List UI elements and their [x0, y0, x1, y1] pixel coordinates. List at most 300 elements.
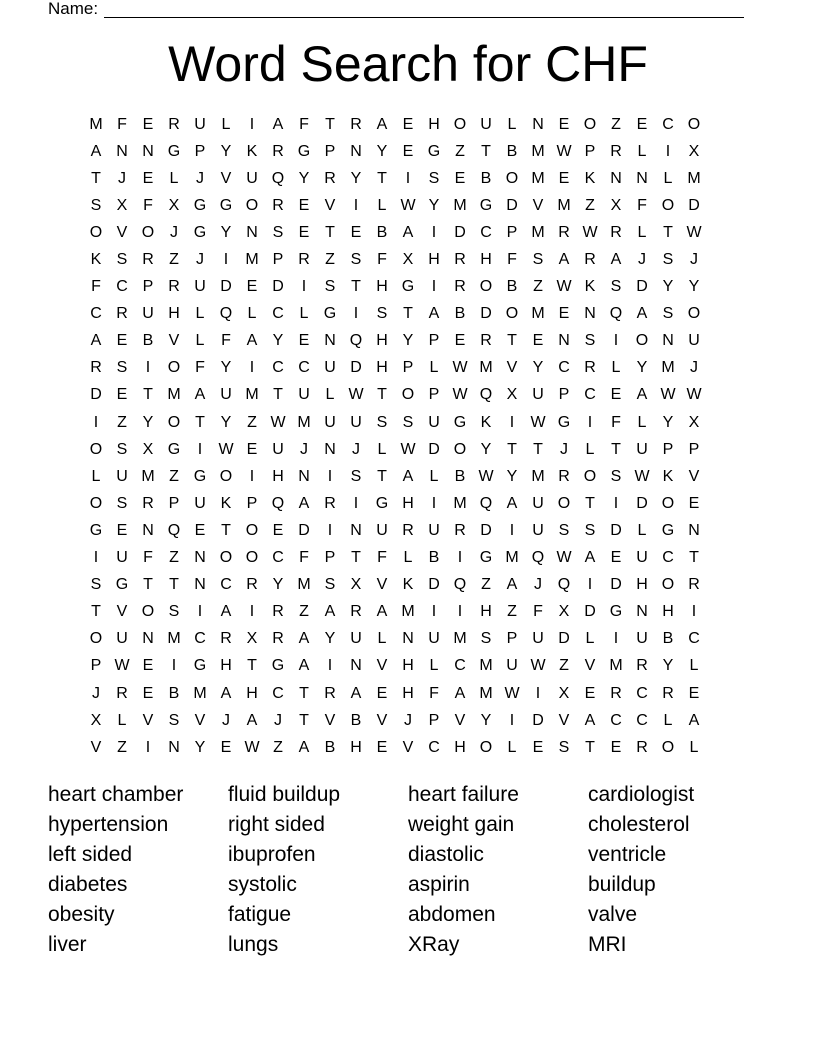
grid-letter: X [142, 440, 154, 458]
grid-letter: W [686, 223, 702, 241]
grid-letter: U [532, 630, 544, 648]
grid-letter: N [688, 521, 700, 539]
grid-letter: D [506, 196, 518, 214]
grid-letter: D [610, 576, 622, 594]
grid-letter: O [453, 440, 467, 458]
grid-letter: X [246, 630, 258, 648]
grid-letter: M [479, 359, 493, 377]
grid-letter: T [221, 521, 231, 539]
grid-letter: B [662, 630, 674, 648]
grid-letter: U [428, 630, 440, 648]
grid-letter: T [143, 386, 153, 404]
word-bank-item: fluid buildup [228, 783, 341, 806]
grid-letter: R [116, 305, 128, 323]
grid-letter: O [661, 576, 675, 594]
grid-letter: R [662, 684, 674, 702]
word-bank-item: abdomen [408, 903, 496, 926]
grid-letter: S [272, 223, 284, 241]
grid-letter: A [402, 467, 414, 485]
grid-letter: D [90, 386, 102, 404]
grid-letter: E [116, 386, 128, 404]
grid-letter: T [91, 603, 101, 621]
grid-letter: S [584, 332, 596, 350]
grid-letter: G [375, 494, 389, 512]
grid-letter: G [167, 142, 181, 160]
grid-letter: C [272, 305, 284, 323]
grid-letter: M [531, 142, 545, 160]
grid-letter: O [453, 115, 467, 133]
grid-letter: N [636, 169, 648, 187]
grid-letter: P [688, 440, 700, 458]
grid-letter: I [327, 521, 333, 539]
grid-letter: S [324, 576, 336, 594]
grid-letter: T [351, 549, 361, 567]
grid-letter: L [507, 115, 517, 133]
grid-letter: I [93, 413, 99, 431]
grid-letter: L [663, 711, 673, 729]
grid-letter: O [687, 305, 701, 323]
grid-letter: Q [479, 494, 493, 512]
grid-letter: R [402, 521, 414, 539]
grid-letter: M [193, 684, 207, 702]
grid-letter: Z [169, 467, 179, 485]
grid-letter: E [298, 332, 310, 350]
grid-letter: K [402, 576, 414, 594]
grid-letter: X [558, 684, 570, 702]
grid-letter: T [689, 549, 699, 567]
grid-letter: C [558, 359, 570, 377]
grid-letter: H [220, 657, 232, 675]
grid-letter: I [93, 549, 99, 567]
grid-row [83, 219, 707, 246]
grid-letter: U [324, 413, 336, 431]
grid-letter: X [558, 603, 570, 621]
grid-letter: F [143, 196, 153, 214]
grid-letter: L [429, 359, 439, 377]
grid-letter: N [246, 223, 258, 241]
grid-letter: X [506, 386, 518, 404]
grid-letter: C [454, 657, 466, 675]
grid-letter: U [376, 521, 388, 539]
grid-letter: V [376, 657, 388, 675]
page-title: Word Search for CHF [168, 36, 648, 92]
grid-letter: N [350, 657, 362, 675]
grid-letter: H [454, 738, 466, 756]
grid-letter: U [324, 359, 336, 377]
grid-letter: P [506, 223, 518, 241]
grid-letter: O [141, 223, 155, 241]
name-field-line [48, 0, 744, 18]
grid-letter: J [170, 223, 178, 241]
grid-letter: F [195, 359, 205, 377]
grid-letter: D [480, 305, 492, 323]
grid-letter: J [560, 440, 568, 458]
grid-letter: V [532, 196, 544, 214]
grid-letter: E [402, 142, 414, 160]
grid-letter: Z [299, 603, 309, 621]
grid-letter: E [688, 684, 700, 702]
grid-letter: C [116, 278, 128, 296]
grid-letter: A [636, 305, 648, 323]
grid-letter: G [115, 576, 129, 594]
grid-letter: E [688, 494, 700, 512]
grid-letter: V [558, 711, 570, 729]
grid-letter: A [220, 603, 232, 621]
word-bank-item: fatigue [228, 903, 292, 926]
grid-letter: L [377, 630, 387, 648]
grid-letter: S [90, 576, 102, 594]
grid-letter: R [350, 603, 362, 621]
grid-letter: I [431, 223, 437, 241]
grid-letter: V [116, 223, 128, 241]
grid-letter: U [220, 386, 232, 404]
grid-letter: T [663, 223, 673, 241]
grid-letter: N [584, 305, 596, 323]
grid-letter: E [610, 386, 622, 404]
grid-letter: Y [350, 169, 362, 187]
grid-letter: R [324, 684, 336, 702]
grid-letter: Z [169, 251, 179, 269]
grid-letter: I [431, 603, 437, 621]
grid-letter: W [218, 440, 234, 458]
grid-letter: T [273, 386, 283, 404]
grid-letter: T [611, 440, 621, 458]
grid-letter: R [584, 251, 596, 269]
grid-letter: I [249, 359, 255, 377]
grid-letter: U [194, 278, 206, 296]
grid-letter: O [245, 521, 259, 539]
grid-letter: I [509, 521, 515, 539]
grid-letter: Y [402, 332, 414, 350]
grid-letter: H [272, 467, 284, 485]
grid-letter: F [143, 549, 153, 567]
grid-letter: Y [220, 223, 232, 241]
grid-letter: W [556, 278, 572, 296]
grid-letter: X [90, 711, 102, 729]
grid-letter: H [480, 251, 492, 269]
grid-letter: Q [453, 576, 467, 594]
grid-letter: I [301, 278, 307, 296]
grid-letter: I [457, 549, 463, 567]
grid-letter: F [299, 549, 309, 567]
grid-letter: I [431, 278, 437, 296]
grid-letter: F [377, 251, 387, 269]
grid-letter: S [116, 494, 128, 512]
grid-letter: N [194, 576, 206, 594]
grid-letter: Z [247, 413, 257, 431]
grid-letter: W [634, 467, 650, 485]
grid-letter: O [219, 467, 233, 485]
word-bank-item: obesity [48, 903, 115, 926]
grid-letter: W [556, 142, 572, 160]
grid-letter: B [428, 549, 440, 567]
grid-letter: E [558, 115, 570, 133]
grid-letter: A [246, 332, 258, 350]
grid-letter: R [636, 657, 648, 675]
grid-letter: X [688, 142, 700, 160]
grid-letter: O [89, 440, 103, 458]
grid-letter: B [480, 169, 492, 187]
grid-letter: Z [559, 657, 569, 675]
grid-letter: M [531, 169, 545, 187]
grid-letter: B [454, 467, 466, 485]
grid-letter: B [506, 142, 518, 160]
grid-letter: I [197, 440, 203, 458]
grid-letter: Z [325, 251, 335, 269]
word-bank-item: left sided [48, 843, 133, 866]
grid-letter: M [453, 494, 467, 512]
grid-letter: O [401, 386, 415, 404]
grid-letter: M [687, 169, 701, 187]
grid-letter: G [193, 467, 207, 485]
grid-letter: O [687, 115, 701, 133]
grid-letter: Y [220, 359, 232, 377]
grid-letter: Q [349, 332, 363, 350]
grid-letter: K [584, 169, 596, 187]
grid-letter: K [584, 278, 596, 296]
grid-letter: U [480, 115, 492, 133]
grid-letter: Q [271, 494, 285, 512]
grid-letter: O [89, 494, 103, 512]
grid-letter: R [584, 359, 596, 377]
grid-letter: A [194, 386, 206, 404]
grid-letter: X [688, 413, 700, 431]
grid-letter: V [688, 467, 700, 485]
grid-letter: L [611, 359, 621, 377]
grid-letter: V [454, 711, 466, 729]
grid-letter: C [610, 711, 622, 729]
grid-letter: Y [428, 196, 440, 214]
grid-letter: O [505, 305, 519, 323]
grid-letter: I [249, 467, 255, 485]
grid-letter: I [691, 603, 697, 621]
grid-letter: Q [609, 305, 623, 323]
grid-letter: I [327, 657, 333, 675]
grid-letter: K [662, 467, 674, 485]
grid-letter: I [353, 305, 359, 323]
grid-letter: U [350, 413, 362, 431]
grid-letter: K [246, 142, 258, 160]
grid-letter: U [636, 549, 648, 567]
grid-letter: M [141, 467, 155, 485]
grid-letter: O [167, 359, 181, 377]
grid-letter: U [298, 386, 310, 404]
grid-letter: G [89, 521, 103, 539]
grid-letter: L [117, 711, 127, 729]
grid-letter: U [194, 115, 206, 133]
grid-row [83, 436, 707, 463]
grid-letter: Q [271, 169, 285, 187]
word-bank-item: MRI [588, 933, 627, 956]
grid-letter: U [116, 549, 128, 567]
word-bank-item: liver [48, 933, 87, 956]
grid-letter: C [480, 223, 492, 241]
grid-letter: P [428, 332, 440, 350]
grid-letter: J [118, 169, 126, 187]
grid-letter: P [324, 549, 336, 567]
grid-letter: G [661, 521, 675, 539]
grid-letter: E [636, 115, 648, 133]
grid-letter: F [299, 115, 309, 133]
grid-letter: F [221, 332, 231, 350]
grid-letter: P [662, 440, 674, 458]
grid-letter: M [453, 196, 467, 214]
grid-letter: G [219, 196, 233, 214]
grid-letter: T [585, 738, 595, 756]
grid-letter: M [531, 223, 545, 241]
grid-row [83, 274, 707, 301]
grid-letter: L [637, 223, 647, 241]
grid-letter: S [376, 413, 388, 431]
grid-letter: I [405, 169, 411, 187]
grid-letter: K [220, 494, 232, 512]
grid-letter: I [223, 251, 229, 269]
grid-letter: T [299, 711, 309, 729]
grid-letter: W [504, 684, 520, 702]
grid-letter: U [142, 305, 154, 323]
word-bank-item: cardiologist [588, 783, 695, 806]
grid-letter: L [637, 521, 647, 539]
grid-letter: S [168, 711, 180, 729]
grid-letter: M [453, 630, 467, 648]
grid-letter: U [194, 494, 206, 512]
grid-letter: F [637, 196, 647, 214]
grid-letter: M [401, 603, 415, 621]
grid-letter: D [454, 223, 466, 241]
grid-letter: T [169, 576, 179, 594]
word-bank-item: aspirin [408, 873, 470, 896]
word-bank [48, 780, 768, 960]
word-bank-item: diabetes [48, 873, 128, 896]
grid-letter: O [661, 196, 675, 214]
grid-row [83, 111, 707, 138]
grid-letter: R [558, 467, 570, 485]
grid-letter: H [168, 305, 180, 323]
grid-letter: J [352, 440, 360, 458]
grid-letter: N [298, 467, 310, 485]
grid-letter: O [245, 196, 259, 214]
grid-letter: R [220, 630, 232, 648]
grid-letter: O [661, 738, 675, 756]
grid-letter: L [91, 467, 101, 485]
grid-letter: A [376, 115, 388, 133]
grid-letter: D [688, 196, 700, 214]
grid-letter: S [610, 467, 622, 485]
grid-letter: W [556, 549, 572, 567]
word-bank-item: systolic [228, 873, 297, 896]
grid-row [83, 463, 707, 490]
grid-letter: J [534, 576, 542, 594]
grid-letter: S [480, 630, 492, 648]
grid-letter: R [142, 251, 154, 269]
grid-letter: I [457, 603, 463, 621]
grid-letter: H [402, 494, 414, 512]
grid-letter: N [636, 603, 648, 621]
grid-letter: R [688, 576, 700, 594]
grid-letter: A [506, 576, 518, 594]
grid-letter: F [377, 549, 387, 567]
grid-letter: F [117, 115, 127, 133]
grid-letter: X [610, 196, 622, 214]
grid-letter: L [195, 305, 205, 323]
grid-letter: Y [480, 711, 492, 729]
grid-letter: A [688, 711, 700, 729]
grid-letter: Y [688, 278, 700, 296]
grid-letter: P [246, 494, 258, 512]
word-bank-item: XRay [408, 933, 460, 956]
grid-letter: N [168, 738, 180, 756]
grid-letter: I [535, 684, 541, 702]
grid-letter: S [350, 467, 362, 485]
grid-letter: R [610, 142, 622, 160]
grid-letter: Q [219, 305, 233, 323]
grid-letter: M [167, 386, 181, 404]
grid-letter: W [244, 738, 260, 756]
grid-letter: C [662, 115, 674, 133]
grid-letter: U [350, 630, 362, 648]
grid-letter: D [636, 494, 648, 512]
grid-letter: A [246, 711, 258, 729]
grid-letter: R [610, 684, 622, 702]
grid-letter: Q [531, 549, 545, 567]
grid-letter: M [245, 386, 259, 404]
grid-letter: X [116, 196, 128, 214]
grid-letter: I [431, 494, 437, 512]
grid-letter: U [532, 494, 544, 512]
grid-letter: R [168, 115, 180, 133]
grid-letter: G [479, 549, 493, 567]
grid-letter: F [429, 684, 439, 702]
grid-letter: E [246, 278, 258, 296]
grid-letter: S [324, 278, 336, 296]
grid-letter: Y [636, 359, 648, 377]
grid-letter: L [403, 549, 413, 567]
grid-letter: L [689, 738, 699, 756]
grid-letter: N [402, 630, 414, 648]
grid-letter: R [610, 223, 622, 241]
grid-letter: B [168, 684, 180, 702]
grid-letter: C [688, 630, 700, 648]
grid-letter: E [220, 738, 232, 756]
grid-letter: L [637, 142, 647, 160]
grid-letter: C [662, 549, 674, 567]
grid-letter: Y [272, 332, 284, 350]
grid-letter: E [298, 196, 310, 214]
grid-letter: O [219, 549, 233, 567]
grid-letter: J [690, 251, 698, 269]
grid-letter: A [298, 630, 310, 648]
grid-row [83, 382, 707, 409]
grid-letter: Z [117, 738, 127, 756]
grid-letter: P [194, 142, 206, 160]
grid-letter: W [400, 196, 416, 214]
grid-letter: J [92, 684, 100, 702]
grid-letter: I [145, 738, 151, 756]
word-bank-item: cholesterol [588, 813, 690, 836]
grid-letter: W [452, 359, 468, 377]
grid-letter: P [428, 711, 440, 729]
grid-letter: R [272, 196, 284, 214]
grid-letter: N [324, 440, 336, 458]
grid-letter: L [637, 413, 647, 431]
grid-letter: O [89, 630, 103, 648]
grid-letter: L [663, 169, 673, 187]
grid-letter: H [376, 332, 388, 350]
grid-letter: A [636, 386, 648, 404]
grid-letter: Y [142, 413, 154, 431]
grid-letter: O [557, 494, 571, 512]
grid-letter: D [610, 521, 622, 539]
